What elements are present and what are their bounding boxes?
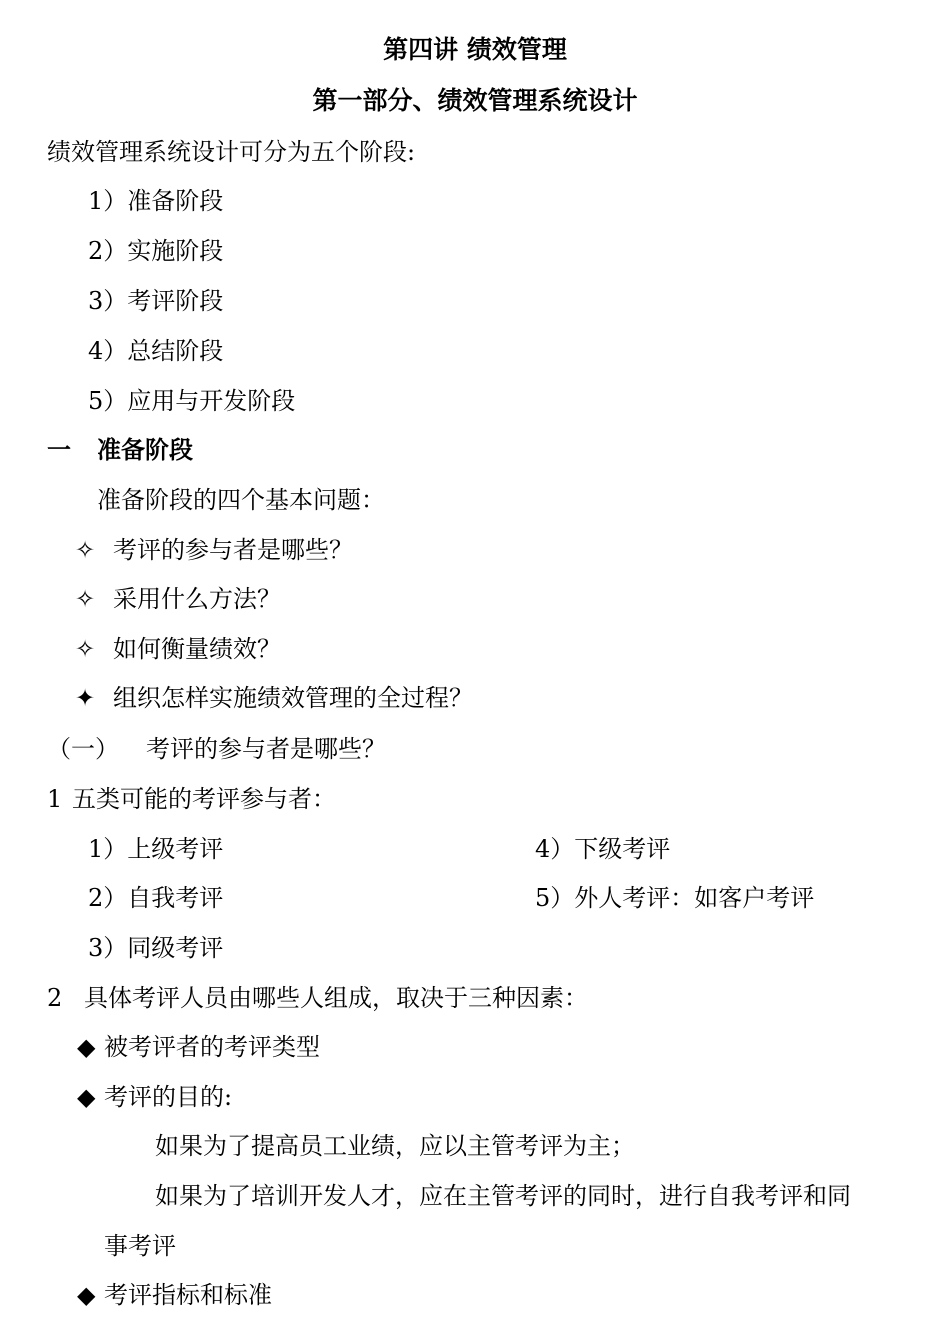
bullet-text: 考评的参与者是哪些？ <box>113 536 353 564</box>
bullet-marker: ✦ <box>75 684 96 712</box>
purpose-line: 如果为了提高员工业绩，应以主管考评为主； <box>155 1132 635 1160</box>
bullet-marker: ◆ <box>77 1083 96 1111</box>
page-title: 第四讲 绩效管理 <box>383 35 567 64</box>
stage-item: 5）应用与开发阶段 <box>88 387 296 415</box>
bullet-marker: ✧ <box>75 536 96 564</box>
stage-item: 1）准备阶段 <box>88 187 224 215</box>
bullet-text: 考评的目的: <box>104 1083 233 1111</box>
bullet-text: 如何衡量绩效？ <box>113 635 281 663</box>
point-number: 2 <box>47 984 63 1012</box>
stage-item: 4）总结阶段 <box>88 337 224 365</box>
section-heading: 准备阶段 <box>97 436 193 464</box>
stage-item: 2）实施阶段 <box>88 237 224 265</box>
bullet-text: 组织怎样实施绩效管理的全过程？ <box>113 684 473 712</box>
purpose-line: 如果为了培训开发人才，应在主管考评的同时，进行自我考评和同 <box>155 1182 851 1210</box>
section-lead: 准备阶段的四个基本问题： <box>97 486 385 514</box>
stage-item: 3）考评阶段 <box>88 287 224 315</box>
subsection-number: （一） <box>47 735 119 763</box>
participant-item: 5）外人考评：如客户考评 <box>535 884 815 912</box>
point-text: 具体考评人员由哪些人组成，取决于三种因素： <box>84 984 588 1012</box>
page-subtitle: 第一部分、绩效管理系统设计 <box>312 86 638 115</box>
section-number: 一 <box>47 436 71 464</box>
bullet-text: 考评指标和标准 <box>104 1281 272 1309</box>
bullet-marker: ✧ <box>75 635 96 663</box>
bullet-marker: ✧ <box>75 585 96 613</box>
point-text: 五类可能的考评参与者： <box>72 785 336 813</box>
point-number: 1 <box>47 785 63 813</box>
participant-item: 2）自我考评 <box>88 884 224 912</box>
participant-item: 1）上级考评 <box>88 835 224 863</box>
bullet-marker: ◆ <box>77 1033 96 1061</box>
participant-item: 3）同级考评 <box>88 934 224 962</box>
subsection-heading: 考评的参与者是哪些？ <box>146 735 386 763</box>
bullet-text: 被考评者的考评类型 <box>104 1033 320 1061</box>
intro-paragraph: 绩效管理系统设计可分为五个阶段: <box>47 138 416 166</box>
participant-item: 4）下级考评 <box>535 835 671 863</box>
bullet-text: 采用什么方法？ <box>113 585 281 613</box>
bullet-marker: ◆ <box>77 1281 96 1309</box>
purpose-line-continued: 事考评 <box>104 1232 176 1260</box>
